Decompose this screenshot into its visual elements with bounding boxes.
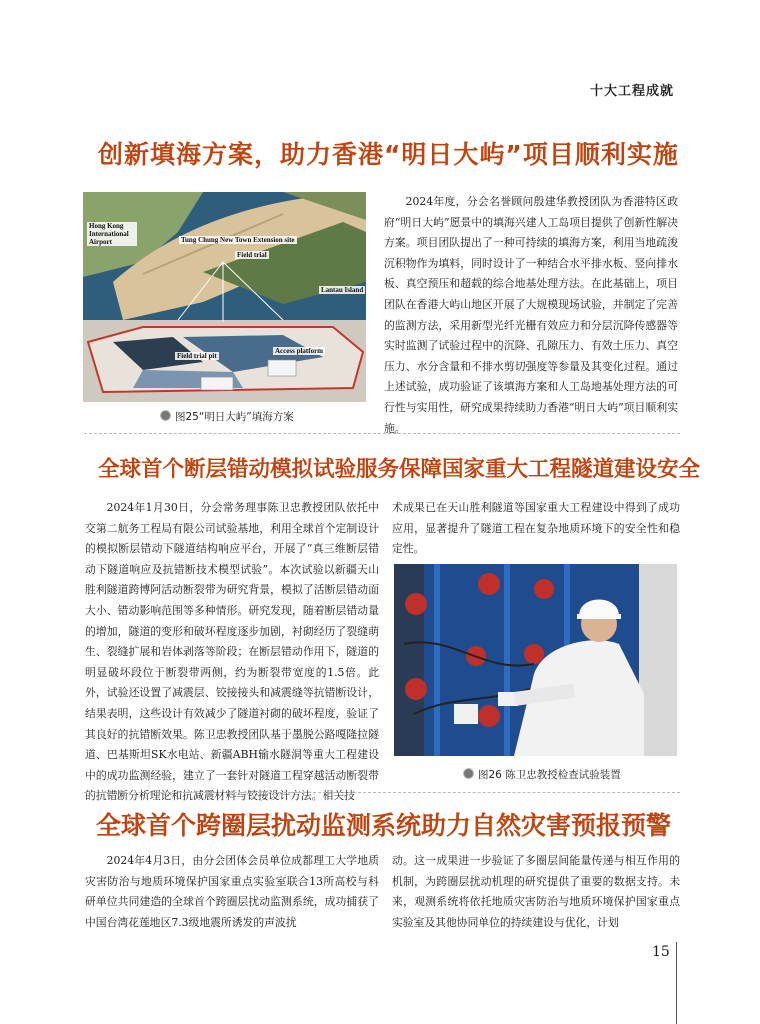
label-platform: Access platform [275,347,324,355]
page-edge-line [676,942,677,1024]
figure26-caption [463,767,621,782]
running-header: 十大工程成就 [589,84,674,99]
section3-body-left: 2024年4月3日，由分会团体会员单位成都理工大学地质灾害防治与地质环境保护国家重点实验室联合13所高校与科研单位共同建造的全球首个跨圈层扰动监测系统，成功捕获了中国台湾花莲地区7.3级地震所诱发的声波扰 [85,854,379,929]
label-field-trial: Field trial [237,251,267,259]
caption-bullet-icon-2 [463,768,474,779]
label-lantau: Lantau Island [321,286,364,294]
figure26-caption-text: 图26 陈卫忠教授检查试验装置 [478,769,621,781]
section2-title: 全球首个断层错动模拟试验服务保障国家重大工程隧道建设安全 [98,457,701,482]
test-apparatus-photo-icon [394,564,677,756]
section1-title: 创新填海方案，助力香港“明日大屿”项目顺利实施 [98,140,679,169]
divider-2 [84,792,680,793]
label-extension: Tung Chung New Town Extension site [181,236,295,244]
section2-body-left: 2024年1月30日，分会常务理事陈卫忠教授团队依托中交第二航务工程局有限公司试验基地，利用全球首个定制设计的模拟断层错动下隧道结构响应平台，开展了“真三维断层错动下隧道响应及抗错断技术模型试验”。本次试验以新疆天山胜利隧道跨博阿活动断裂带为研究背景，模拟了活断层错动面大小、错动影响范围等多种情形。研究发现，随着断层错动量的增加，隧道的变形和破坏程度逐步加剧，衬砌经历了裂缝萌生、裂缝扩展和岩体剥落等阶段；在断层错动作用下，隧道的明显破坏段位于断裂带两侧，约为断裂带宽度的1.5倍。此外，试验还设置了减震层、铰接接头和减震缝等抗错断设计，结果表明，这些设计有效减少了隧道衬砌的破坏程度，验证了其良好的抗错断效果。陈卫忠教授团队基于墨脱公路嘎隆拉隧道、巴基斯坦SK水电站、新疆ABH输水隧洞等重大工程建设中的成功监测经验，建立了一套针对隧道工程穿越活动断裂带的抗错断分析理论和抗减震材料与铰接设计方法。相关技 [85,501,379,803]
page-number: 15 [652,944,670,960]
figure25-caption-text: 图25“明日大屿”填海方案 [175,411,294,423]
section1-body: 2024年度，分会名誉顾问殷建华教授团队为香港特区政府“明日大屿”愿景中的填海兴建人工岛项目提供了创新性解决方案。项目团队提出了一种可持续的填海方案，利用当地疏浚沉积物作为填料，同时设计了一种结合水平排水板、竖向排水板、真空预压和超载的综合地基处理方法。在此基础上，项目团队在香港大屿山地区开展了大规模现场试验，并制定了完善的监测方法，采用新型光纤光栅有效应力和分层沉降传感器等实时监测了试验过程中的沉降、孔隙压力、有效土压力、真空压力、水分含量和不排水剪切强度等参量及其变化过程。通过上述试验，成功验证了该填海方案和人工岛地基处理方法的可行性与实用性，研究成果持续助力香港“明日大屿”项目顺利实施。 [384,195,678,435]
section3-title: 全球首个跨圈层扰动监测系统助力自然灾害预报预警 [96,811,672,840]
label-airport: Hong Kong International Airport [87,222,137,246]
caption-bullet-icon [160,410,171,421]
divider-1 [84,433,680,434]
section2-body-right: 术成果已在天山胜利隧道等国家重大工程建设中得到了成功应用，显著提升了隧道工程在复杂地质环境下的安全性和稳定性。 [392,501,680,556]
figure26-image [394,564,677,756]
figure25-image [83,192,366,402]
label-pit: Field trial pit [177,352,217,360]
section3-body-right: 动。这一成果进一步验证了多圈层间能量传递与相互作用的机制，为跨圈层扰动机理的研究提供了重要的数据支持。未来，观测系统将依托地质灾害防治与地质环境保护国家重点实验室及其他协同单位的持续建设与优化，计划 [392,854,680,929]
figure25-caption [160,409,294,424]
